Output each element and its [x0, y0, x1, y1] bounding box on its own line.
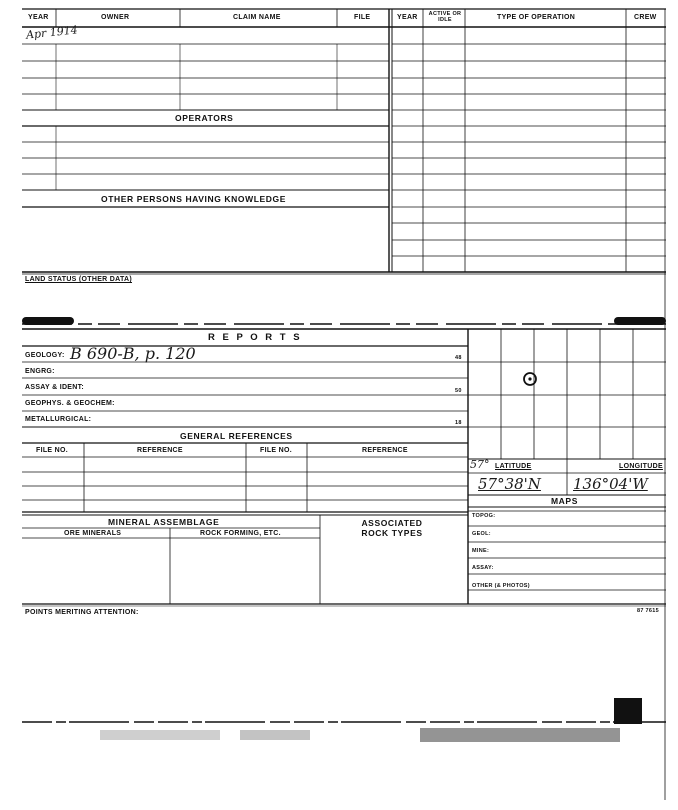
latitude-value: 57°38'N — [478, 475, 541, 493]
latitude-label: LATITUDE — [495, 463, 532, 470]
maps-topog: TOPOG: — [472, 513, 496, 519]
col-claim-name: CLAIM NAME — [233, 14, 281, 21]
maps-other: OTHER (& PHOTOS) — [472, 583, 530, 589]
maps-geol: GEOL: — [472, 531, 491, 537]
associated-rock-types-heading: ASSOCIATED ROCK TYPES — [361, 518, 423, 538]
col-year-2: YEAR — [397, 14, 418, 21]
ref-col-reference-2: REFERENCE — [362, 447, 408, 454]
scan-noise — [240, 730, 310, 740]
ref-col-reference: REFERENCE — [137, 447, 183, 454]
form-number: 87 7615 — [637, 608, 659, 614]
scan-blot — [614, 317, 666, 325]
general-references-heading: GENERAL REFERENCES — [180, 431, 293, 441]
scan-noise — [420, 728, 620, 742]
maps-heading: MAPS — [551, 496, 578, 506]
report-num: 18 — [455, 420, 462, 426]
land-status-heading: LAND STATUS (OTHER DATA) — [25, 276, 133, 283]
col-owner: OWNER — [101, 14, 130, 21]
report-label-assay: ASSAY & IDENT: — [25, 384, 85, 391]
ref-col-file-no-2: FILE NO. — [260, 447, 292, 454]
reports-heading: R E P O R T S — [208, 332, 303, 343]
report-num: 50 — [455, 388, 462, 394]
col-crew: CREW — [634, 14, 657, 21]
col-active-or-idle: ACTIVE OR IDLE — [428, 11, 462, 23]
latitude-prefix: 57° — [470, 458, 490, 471]
ref-col-file-no: FILE NO. — [36, 447, 68, 454]
rock-forming-label: ROCK FORMING, ETC. — [200, 530, 281, 537]
report-value-geology: B 690-B, p. 120 — [70, 344, 196, 363]
report-label-geophys: GEOPHYS. & GEOCHEM: — [25, 400, 115, 407]
longitude-value: 136°04'W — [573, 475, 648, 493]
operators-heading: OPERATORS — [175, 113, 234, 123]
report-label-engrg: ENGRG: — [25, 368, 55, 375]
handwritten-date: Apr 1914 — [25, 23, 79, 42]
other-persons-heading: OTHER PERSONS HAVING KNOWLEDGE — [101, 194, 287, 204]
col-type-of-operation: TYPE OF OPERATION — [497, 14, 576, 21]
scan-noise — [100, 730, 220, 740]
report-label-geology: GEOLOGY: — [25, 352, 65, 359]
maps-mine: MINE: — [472, 548, 490, 554]
report-label-metallurgical: METALLURGICAL: — [25, 416, 92, 423]
scan-blot — [22, 317, 74, 325]
mineral-assemblage-heading: MINERAL ASSEMBLAGE — [108, 517, 220, 527]
points-meriting-attention-label: POINTS MERITING ATTENTION: — [25, 609, 139, 616]
longitude-label: LONGITUDE — [619, 463, 663, 470]
registration-mark — [614, 698, 642, 724]
maps-assay: ASSAY: — [472, 565, 494, 571]
ore-minerals-label: ORE MINERALS — [64, 530, 122, 537]
col-year: YEAR — [28, 14, 49, 21]
col-file: FILE — [354, 14, 371, 21]
report-num: 48 — [455, 355, 462, 361]
